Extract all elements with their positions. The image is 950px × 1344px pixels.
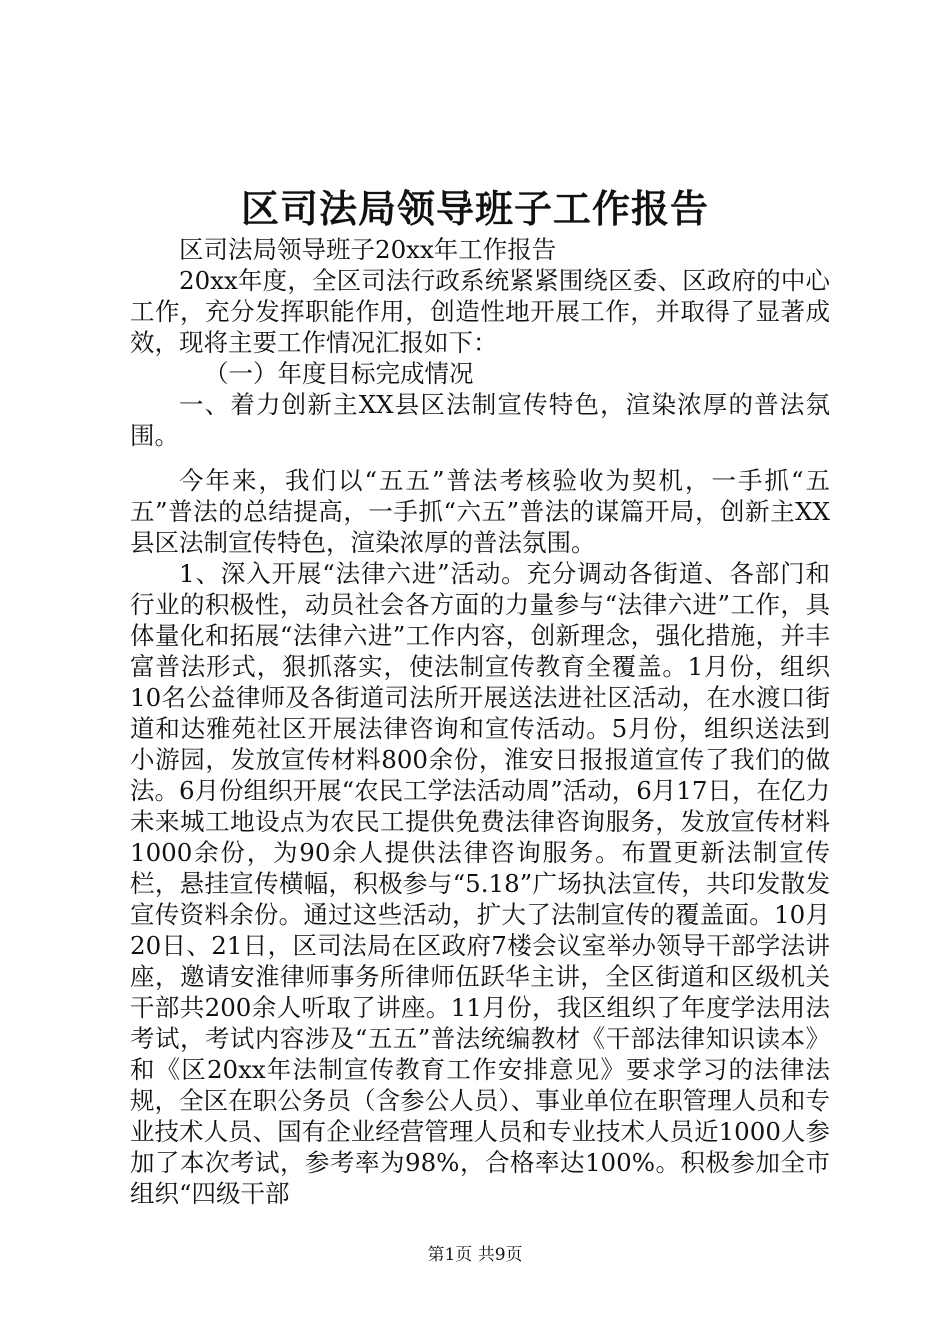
page-number-footer: 第1页 共9页 (427, 1245, 523, 1265)
report-subtitle: 区司法局领导班子20xx年工作报告 (179, 235, 557, 264)
subsection-heading: 一、着力创新主XX县区法制宣传特色，渲染浓厚的普法氛围。 (130, 390, 830, 450)
intro-paragraph: 20xx年度，全区司法行政系统紧紧围绕区委、区政府的中心工作，充分发挥职能作用，创造性地开展工作，并取得了显著成效，现将主要工作情况汇报如下： (130, 266, 830, 357)
body-paragraph: 1、深入开展“法律六进”活动。充分调动各街道、各部门和行业的积极性，动员社会各方面的力量参与“法律六进”工作，具体量化和拓展“法律六进”工作内容，创新理念，强化措施，并丰富普法形式，狠抓落实，使法制宣传教育全覆盖。1月份，组织10名公益律师及各街道司法所开展送法进社区活动，在水渡口街道和达雅苑社区开展法律咨询和宣传活动。5月份，组织送法到小游园，发放宣传材料800余份，淮安日报报道宣传了我们的做法。6月份组织开展“农民工学法活动周”活动，6月17日，在亿力未来城工地设点为农民工提供免费法律咨询服务，发放宣传材料1000余份，为90余人提供法律咨询服务。布置更新法制宣传栏，悬挂宣传横幅，积极参与“5.18”广场执法宣传，共印发散发宣传资料余份。通过这些活动，扩大了法制宣传的覆盖面。10月20日、21日，区司法局在区政府7楼会议室举办领导干部学法讲座，邀请安淮律师事务所律师伍跃华主讲，全区街道和区级机关干部共200余人听取了讲座。11月份，我区组织了年度学法用法考试，考试内容涉及“五五”普法统编教材《干部法律知识读本》和《区20xx年法制宣传教育工作安排意见》要求学习的法律法规，全区在职公务员（含参公人员）、事业单位在职管理人员和专业技术人员、国有企业经营管理人员和专业技术人员近1000人参加了本次考试，参考率为98%，合格率达100%。积极参加全市组织“四级干部 (130, 559, 830, 1208)
document-title: 区司法局领导班子工作报告 (240, 186, 709, 231)
section-heading: （一）年度目标完成情况 (204, 359, 474, 388)
body-paragraph: 今年来，我们以“五五”普法考核验收为契机，一手抓“五五”普法的总结提高，一手抓“六五”普法的谋篇开局，创新主XX县区法制宣传特色，渲染浓厚的普法氛围。 (130, 466, 830, 557)
document-body (130, 234, 830, 1209)
